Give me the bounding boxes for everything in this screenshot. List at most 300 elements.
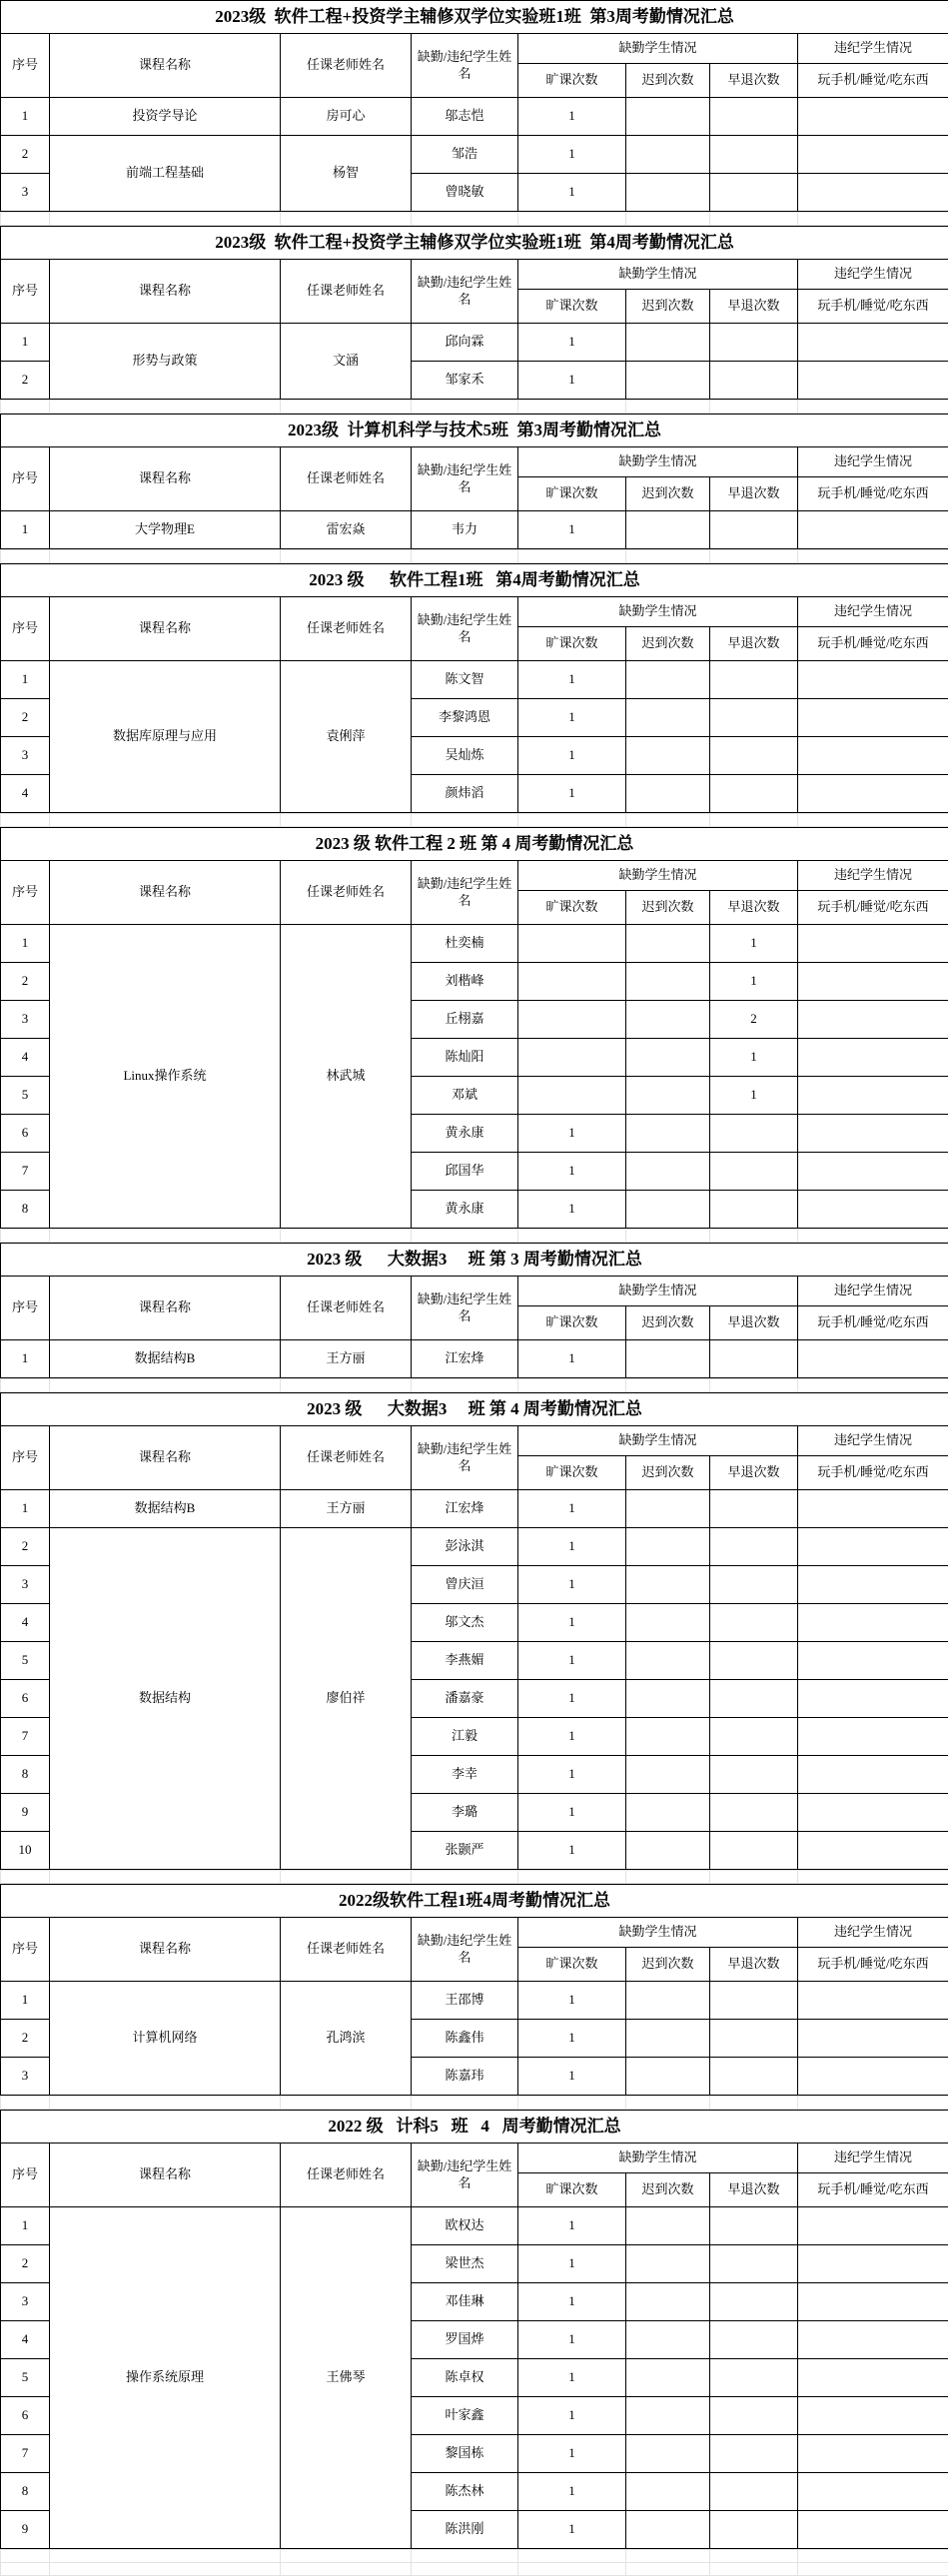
row-index: 1 xyxy=(1,511,50,549)
attendance-table xyxy=(0,1392,948,1870)
student-name-cell: 邹浩 xyxy=(412,136,518,174)
early-leave-count-cell xyxy=(710,661,798,699)
table-row xyxy=(1,1340,948,1378)
violation-cell xyxy=(798,324,948,362)
late-count-cell xyxy=(626,2359,710,2397)
col-header-late-count: 迟到次数 xyxy=(626,64,710,98)
violation-cell xyxy=(798,1115,948,1153)
row-index: 10 xyxy=(1,1832,50,1870)
early-leave-count-cell xyxy=(710,324,798,362)
row-index: 5 xyxy=(1,2359,50,2397)
header-row xyxy=(1,447,948,477)
violation-cell xyxy=(798,1001,948,1039)
spacer-cell xyxy=(281,1230,412,1243)
spacer-cell xyxy=(281,2563,412,2576)
early-leave-count-cell xyxy=(710,136,798,174)
spacer-cell xyxy=(710,814,798,827)
student-name-cell: 邬志恺 xyxy=(412,98,518,136)
spacer-cell xyxy=(1,213,50,226)
early-leave-count-cell xyxy=(710,98,798,136)
violation-cell xyxy=(798,2359,948,2397)
col-header-student: 缺勤/违纪学生姓名 xyxy=(412,597,518,661)
col-header-course: 课程名称 xyxy=(50,1277,281,1340)
early-leave-count-cell xyxy=(710,1982,798,2020)
student-name-cell: 韦力 xyxy=(412,511,518,549)
col-header-index: 序号 xyxy=(1,1918,50,1982)
student-name-cell: 杜奕楠 xyxy=(412,925,518,963)
violation-cell xyxy=(798,737,948,775)
spacer-cell xyxy=(412,550,518,563)
row-index: 4 xyxy=(1,775,50,813)
late-count-cell xyxy=(626,1566,710,1604)
row-index: 5 xyxy=(1,1077,50,1115)
early-leave-count-cell xyxy=(710,1642,798,1680)
spacer-cell xyxy=(50,401,281,414)
late-count-cell xyxy=(626,1191,710,1229)
spacer-cell xyxy=(412,1871,518,1884)
col-header-absence-group: 缺勤学生情况 xyxy=(518,447,798,477)
spacer-cell xyxy=(518,2550,626,2563)
col-header-absence-group: 缺勤学生情况 xyxy=(518,1918,798,1948)
table-title-row xyxy=(1,415,948,447)
row-index: 3 xyxy=(1,2058,50,2096)
spacer-cell xyxy=(1,401,50,414)
violation-cell xyxy=(798,511,948,549)
spacer-row xyxy=(1,550,948,563)
absent-count-cell: 1 xyxy=(518,1756,626,1794)
absent-count-cell: 1 xyxy=(518,2435,626,2473)
col-header-teacher: 任课老师姓名 xyxy=(281,1918,412,1982)
col-header-violation-group: 违纪学生情况 xyxy=(798,861,948,891)
violation-cell xyxy=(798,362,948,400)
violation-cell xyxy=(798,2511,948,2549)
late-count-cell xyxy=(626,775,710,813)
absent-count-cell: 1 xyxy=(518,1794,626,1832)
violation-cell xyxy=(798,1077,948,1115)
teacher-cell: 林武城 xyxy=(281,925,412,1229)
early-leave-count-cell xyxy=(710,1115,798,1153)
attendance-table xyxy=(0,827,948,1229)
col-header-absent-count: 旷课次数 xyxy=(518,1456,626,1490)
student-name-cell: 陈灿阳 xyxy=(412,1039,518,1077)
early-leave-count-cell xyxy=(710,1604,798,1642)
absent-count-cell: 1 xyxy=(518,1718,626,1756)
absent-count-cell: 1 xyxy=(518,661,626,699)
violation-cell xyxy=(798,1982,948,2020)
absent-count-cell: 1 xyxy=(518,2283,626,2321)
teacher-cell: 王佛琴 xyxy=(281,2207,412,2549)
col-header-absent-count: 旷课次数 xyxy=(518,2173,626,2207)
spacer-cell xyxy=(50,550,281,563)
table-row xyxy=(1,1528,948,1566)
course-cell: 前端工程基础 xyxy=(50,136,281,212)
col-header-early-leave-count: 早退次数 xyxy=(710,1306,798,1340)
col-header-course: 课程名称 xyxy=(50,34,281,98)
late-count-cell xyxy=(626,362,710,400)
header-row xyxy=(1,597,948,627)
col-header-violation-group: 违纪学生情况 xyxy=(798,34,948,64)
col-header-student: 缺勤/违纪学生姓名 xyxy=(412,1918,518,1982)
col-header-early-leave-count: 早退次数 xyxy=(710,477,798,511)
spacer-cell xyxy=(281,2097,412,2110)
early-leave-count-cell xyxy=(710,174,798,212)
student-name-cell: 陈洪刚 xyxy=(412,2511,518,2549)
col-header-violation-group: 违纪学生情况 xyxy=(798,1277,948,1306)
student-name-cell: 邓斌 xyxy=(412,1077,518,1115)
spacer-cell xyxy=(626,401,710,414)
student-name-cell: 邓佳琳 xyxy=(412,2283,518,2321)
late-count-cell xyxy=(626,1982,710,2020)
spacer-row xyxy=(1,814,948,827)
col-header-index: 序号 xyxy=(1,2144,50,2207)
student-name-cell: 王邵博 xyxy=(412,1982,518,2020)
spacer-cell xyxy=(798,814,948,827)
table-title: 2022级软件工程1班4周考勤情况汇总 xyxy=(1,1885,948,1918)
row-index: 7 xyxy=(1,1718,50,1756)
student-name-cell: 邱国华 xyxy=(412,1153,518,1191)
absent-count-cell: 1 xyxy=(518,2207,626,2245)
spacer-cell xyxy=(1,1871,50,1884)
row-index: 1 xyxy=(1,98,50,136)
course-cell: 数据结构B xyxy=(50,1340,281,1378)
row-index: 7 xyxy=(1,2435,50,2473)
violation-cell xyxy=(798,1528,948,1566)
col-header-student: 缺勤/违纪学生姓名 xyxy=(412,260,518,324)
violation-cell xyxy=(798,1191,948,1229)
early-leave-count-cell xyxy=(710,2058,798,2096)
student-name-cell: 陈嘉玮 xyxy=(412,2058,518,2096)
row-index: 6 xyxy=(1,2397,50,2435)
early-leave-count-cell: 1 xyxy=(710,1039,798,1077)
early-leave-count-cell xyxy=(710,362,798,400)
spacer-cell xyxy=(798,2097,948,2110)
row-index: 3 xyxy=(1,1001,50,1039)
spacer-cell xyxy=(710,401,798,414)
row-index: 2 xyxy=(1,2245,50,2283)
col-header-course: 课程名称 xyxy=(50,1426,281,1490)
row-index: 1 xyxy=(1,1982,50,2020)
col-header-student: 缺勤/违纪学生姓名 xyxy=(412,1426,518,1490)
row-index: 2 xyxy=(1,963,50,1001)
early-leave-count-cell: 1 xyxy=(710,1077,798,1115)
absent-count-cell: 1 xyxy=(518,1566,626,1604)
col-header-late-count: 迟到次数 xyxy=(626,2173,710,2207)
absent-count-cell: 1 xyxy=(518,737,626,775)
row-index: 1 xyxy=(1,2207,50,2245)
spacer-cell xyxy=(518,401,626,414)
col-header-student: 缺勤/违纪学生姓名 xyxy=(412,1277,518,1340)
absent-count-cell: 1 xyxy=(518,1642,626,1680)
absent-count-cell: 1 xyxy=(518,775,626,813)
col-header-violation-detail: 玩手机/睡觉/吃东西 xyxy=(798,2173,948,2207)
col-header-early-leave-count: 早退次数 xyxy=(710,2173,798,2207)
violation-cell xyxy=(798,1642,948,1680)
absent-count-cell: 1 xyxy=(518,324,626,362)
col-header-violation-group: 违纪学生情况 xyxy=(798,260,948,290)
student-name-cell: 李燕媚 xyxy=(412,1642,518,1680)
spacer-cell xyxy=(1,550,50,563)
late-count-cell xyxy=(626,1642,710,1680)
col-header-late-count: 迟到次数 xyxy=(626,891,710,925)
student-name-cell: 颜炜滔 xyxy=(412,775,518,813)
row-index: 7 xyxy=(1,1153,50,1191)
header-row xyxy=(1,1426,948,1456)
early-leave-count-cell: 1 xyxy=(710,925,798,963)
spacer-cell xyxy=(412,2550,518,2563)
spacer-cell xyxy=(626,2563,710,2576)
spacer-cell xyxy=(626,1379,710,1392)
col-header-late-count: 迟到次数 xyxy=(626,1456,710,1490)
spacer-row xyxy=(1,1230,948,1243)
header-row xyxy=(1,2144,948,2173)
table-row xyxy=(1,1490,948,1528)
late-count-cell xyxy=(626,661,710,699)
early-leave-count-cell xyxy=(710,1153,798,1191)
early-leave-count-cell xyxy=(710,1794,798,1832)
teacher-cell: 王方丽 xyxy=(281,1340,412,1378)
spacer-cell xyxy=(626,1230,710,1243)
absent-count-cell: 1 xyxy=(518,2058,626,2096)
col-header-absence-group: 缺勤学生情况 xyxy=(518,34,798,64)
spacer-cell xyxy=(1,1230,50,1243)
late-count-cell xyxy=(626,1604,710,1642)
col-header-absence-group: 缺勤学生情况 xyxy=(518,861,798,891)
table-title-row xyxy=(1,1244,948,1277)
spacer-cell xyxy=(798,2563,948,2576)
spacer-cell xyxy=(50,213,281,226)
spacer-cell xyxy=(626,1871,710,1884)
early-leave-count-cell xyxy=(710,1490,798,1528)
spacer-row xyxy=(1,1379,948,1392)
col-header-early-leave-count: 早退次数 xyxy=(710,1456,798,1490)
col-header-late-count: 迟到次数 xyxy=(626,1948,710,1982)
late-count-cell xyxy=(626,2473,710,2511)
spacer-cell xyxy=(412,401,518,414)
sheet-gridline-spacer xyxy=(0,400,948,414)
student-name-cell: 叶家鑫 xyxy=(412,2397,518,2435)
spacer-cell xyxy=(710,213,798,226)
spacer-row xyxy=(1,213,948,226)
attendance-table xyxy=(0,414,948,549)
col-header-violation-detail: 玩手机/睡觉/吃东西 xyxy=(798,1306,948,1340)
violation-cell xyxy=(798,1794,948,1832)
spacer-cell xyxy=(281,814,412,827)
spacer-cell xyxy=(50,2563,281,2576)
violation-cell xyxy=(798,2058,948,2096)
student-name-cell: 张颢严 xyxy=(412,1832,518,1870)
spacer-cell xyxy=(412,2097,518,2110)
table-title-row xyxy=(1,1,948,34)
col-header-teacher: 任课老师姓名 xyxy=(281,597,412,661)
late-count-cell xyxy=(626,1756,710,1794)
table-title: 2023级 计算机科学与技术5班 第3周考勤情况汇总 xyxy=(1,415,948,447)
violation-cell xyxy=(798,174,948,212)
col-header-course: 课程名称 xyxy=(50,861,281,925)
spacer-cell xyxy=(281,1871,412,1884)
col-header-student: 缺勤/违纪学生姓名 xyxy=(412,861,518,925)
col-header-course: 课程名称 xyxy=(50,1918,281,1982)
absent-count-cell: 1 xyxy=(518,2321,626,2359)
row-index: 8 xyxy=(1,2473,50,2511)
col-header-late-count: 迟到次数 xyxy=(626,627,710,661)
sheet-gridline-spacer xyxy=(0,212,948,226)
early-leave-count-cell xyxy=(710,511,798,549)
spacer-cell xyxy=(518,2097,626,2110)
late-count-cell xyxy=(626,2435,710,2473)
absent-count-cell: 1 xyxy=(518,1490,626,1528)
student-name-cell: 李黎鸿恩 xyxy=(412,699,518,737)
violation-cell xyxy=(798,925,948,963)
spacer-cell xyxy=(626,814,710,827)
late-count-cell xyxy=(626,963,710,1001)
teacher-cell: 孔鸿滨 xyxy=(281,1982,412,2096)
table-row xyxy=(1,98,948,136)
spacer-cell xyxy=(518,814,626,827)
table-row xyxy=(1,2207,948,2245)
col-header-violation-detail: 玩手机/睡觉/吃东西 xyxy=(798,64,948,98)
early-leave-count-cell xyxy=(710,2397,798,2435)
col-header-absent-count: 旷课次数 xyxy=(518,290,626,324)
col-header-teacher: 任课老师姓名 xyxy=(281,2144,412,2207)
col-header-late-count: 迟到次数 xyxy=(626,477,710,511)
student-name-cell: 黄永康 xyxy=(412,1191,518,1229)
spacer-cell xyxy=(710,2097,798,2110)
col-header-absent-count: 旷课次数 xyxy=(518,1306,626,1340)
absent-count-cell: 1 xyxy=(518,2020,626,2058)
header-row xyxy=(1,861,948,891)
student-name-cell: 刘楷峰 xyxy=(412,963,518,1001)
absent-count-cell: 1 xyxy=(518,2359,626,2397)
early-leave-count-cell xyxy=(710,2435,798,2473)
student-name-cell: 江宏烽 xyxy=(412,1490,518,1528)
absent-count-cell xyxy=(518,925,626,963)
row-index: 2 xyxy=(1,362,50,400)
col-header-teacher: 任课老师姓名 xyxy=(281,1426,412,1490)
violation-cell xyxy=(798,2473,948,2511)
absent-count-cell: 1 xyxy=(518,1604,626,1642)
violation-cell xyxy=(798,1832,948,1870)
student-name-cell: 曾晓敏 xyxy=(412,174,518,212)
col-header-violation-detail: 玩手机/睡觉/吃东西 xyxy=(798,1948,948,1982)
course-cell: 数据结构B xyxy=(50,1490,281,1528)
late-count-cell xyxy=(626,174,710,212)
late-count-cell xyxy=(626,1039,710,1077)
table-row xyxy=(1,925,948,963)
table-row xyxy=(1,324,948,362)
student-name-cell: 罗国烨 xyxy=(412,2321,518,2359)
attendance-table xyxy=(0,1884,948,2096)
early-leave-count-cell xyxy=(710,1528,798,1566)
absent-count-cell: 1 xyxy=(518,2397,626,2435)
col-header-teacher: 任课老师姓名 xyxy=(281,447,412,511)
violation-cell xyxy=(798,1680,948,1718)
row-index: 3 xyxy=(1,174,50,212)
col-header-violation-group: 违纪学生情况 xyxy=(798,447,948,477)
row-index: 6 xyxy=(1,1115,50,1153)
late-count-cell xyxy=(626,2283,710,2321)
header-row xyxy=(1,260,948,290)
violation-cell xyxy=(798,2397,948,2435)
col-header-course: 课程名称 xyxy=(50,447,281,511)
row-index: 2 xyxy=(1,1528,50,1566)
violation-cell xyxy=(798,98,948,136)
absent-count-cell: 1 xyxy=(518,511,626,549)
late-count-cell xyxy=(626,2245,710,2283)
student-name-cell: 陈文智 xyxy=(412,661,518,699)
spacer-cell xyxy=(798,1871,948,1884)
early-leave-count-cell xyxy=(710,1566,798,1604)
violation-cell xyxy=(798,963,948,1001)
early-leave-count-cell xyxy=(710,1340,798,1378)
early-leave-count-cell xyxy=(710,1718,798,1756)
spacer-cell xyxy=(798,213,948,226)
student-name-cell: 潘嘉豪 xyxy=(412,1680,518,1718)
spacer-cell xyxy=(412,2563,518,2576)
late-count-cell xyxy=(626,1077,710,1115)
absent-count-cell xyxy=(518,963,626,1001)
table-title-row xyxy=(1,1885,948,1918)
table-row xyxy=(1,1982,948,2020)
col-header-early-leave-count: 早退次数 xyxy=(710,290,798,324)
teacher-cell: 杨智 xyxy=(281,136,412,212)
table-title: 2023 级 软件工程1班 第4周考勤情况汇总 xyxy=(1,564,948,597)
spacer-row xyxy=(1,2563,948,2576)
course-cell: 投资学导论 xyxy=(50,98,281,136)
absent-count-cell xyxy=(518,1039,626,1077)
table-title: 2023 级 大数据3 班 第 3 周考勤情况汇总 xyxy=(1,1244,948,1277)
spacer-cell xyxy=(626,2550,710,2563)
early-leave-count-cell xyxy=(710,2020,798,2058)
col-header-absence-group: 缺勤学生情况 xyxy=(518,2144,798,2173)
violation-cell xyxy=(798,775,948,813)
violation-cell xyxy=(798,1566,948,1604)
spacer-cell xyxy=(710,1230,798,1243)
absent-count-cell: 1 xyxy=(518,1982,626,2020)
absent-count-cell: 1 xyxy=(518,2473,626,2511)
spacer-cell xyxy=(710,1871,798,1884)
spacer-cell xyxy=(281,550,412,563)
late-count-cell xyxy=(626,1680,710,1718)
col-header-violation-group: 违纪学生情况 xyxy=(798,597,948,627)
col-header-student: 缺勤/违纪学生姓名 xyxy=(412,447,518,511)
table-title: 2023 级 软件工程 2 班 第 4 周考勤情况汇总 xyxy=(1,828,948,861)
course-cell: 数据库原理与应用 xyxy=(50,661,281,813)
absent-count-cell: 1 xyxy=(518,2245,626,2283)
col-header-absent-count: 旷课次数 xyxy=(518,1948,626,1982)
absent-count-cell: 1 xyxy=(518,1340,626,1378)
teacher-cell: 文涵 xyxy=(281,324,412,400)
col-header-student: 缺勤/违纪学生姓名 xyxy=(412,34,518,98)
col-header-violation-group: 违纪学生情况 xyxy=(798,2144,948,2173)
col-header-index: 序号 xyxy=(1,1277,50,1340)
header-row xyxy=(1,1277,948,1306)
table-title-row xyxy=(1,1393,948,1426)
spacer-cell xyxy=(798,550,948,563)
spacer-cell xyxy=(798,2550,948,2563)
student-name-cell: 邹家禾 xyxy=(412,362,518,400)
student-name-cell: 邱向霖 xyxy=(412,324,518,362)
row-index: 2 xyxy=(1,136,50,174)
col-header-violation-group: 违纪学生情况 xyxy=(798,1918,948,1948)
row-index: 4 xyxy=(1,1604,50,1642)
col-header-absent-count: 旷课次数 xyxy=(518,627,626,661)
early-leave-count-cell xyxy=(710,2473,798,2511)
spacer-cell xyxy=(281,2550,412,2563)
spacer-cell xyxy=(1,2550,50,2563)
violation-cell xyxy=(798,1340,948,1378)
violation-cell xyxy=(798,2283,948,2321)
violation-cell xyxy=(798,1490,948,1528)
